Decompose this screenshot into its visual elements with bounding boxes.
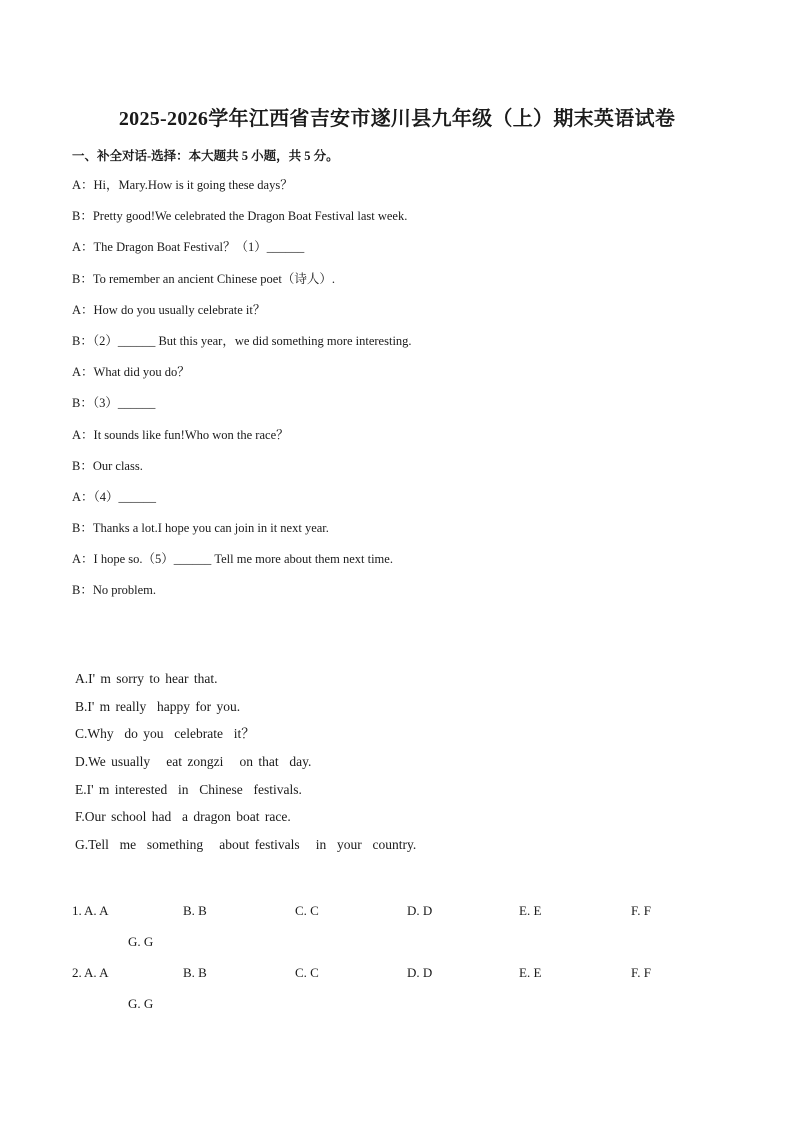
- option-e: E.I' m interested in Chinese festivals.: [75, 781, 302, 797]
- choice-g[interactable]: G. G: [128, 996, 154, 1011]
- choice-c[interactable]: C. C: [295, 965, 319, 980]
- choice-a[interactable]: A. A: [84, 965, 109, 980]
- question-2: [72, 965, 732, 1027]
- choice-e[interactable]: E. E: [519, 965, 542, 980]
- dialogue-line: A：What did you do？: [72, 365, 190, 380]
- choice-d[interactable]: D. D: [407, 965, 433, 980]
- section-heading: 一、补全对话-选择：本大题共 5 小题，共 5 分。: [72, 149, 339, 163]
- option-b: B.I' m really happy for you.: [75, 698, 241, 714]
- dialogue-line: B：Our class.: [72, 458, 143, 473]
- choice-b[interactable]: B. B: [183, 965, 207, 980]
- choice-c[interactable]: C. C: [295, 903, 319, 918]
- question-number: 1.: [72, 903, 82, 918]
- dialogue-line: B：No problem.: [72, 583, 157, 598]
- dialogue-line: A：It sounds like fun!Who won the race？: [72, 427, 289, 442]
- dialogue-line: B：To remember an ancient Chinese poet（诗人）.: [72, 271, 335, 286]
- choice-d[interactable]: D. D: [407, 903, 433, 918]
- dialogue-line: B：（3）______: [72, 396, 156, 411]
- dialogue-line: B：Thanks a lot.I hope you can join in it next year.: [72, 521, 329, 536]
- question-number: 2.: [72, 965, 82, 980]
- choice-b[interactable]: B. B: [183, 903, 207, 918]
- options-list: [75, 669, 416, 863]
- page-title: 2025-2026学年江西省吉安市遂川县九年级（上）期末英语试卷: [118, 108, 676, 130]
- dialogue-line: A：I hope so.（5）______ Tell me more about them next time.: [72, 552, 393, 567]
- option-g: G.Tell me something about festivals in your country.: [75, 837, 417, 853]
- dialogue-block: [72, 175, 412, 612]
- choice-a[interactable]: A. A: [84, 903, 109, 918]
- dialogue-line: B：（2）______ But this year，we did something more interesting.: [72, 333, 412, 348]
- option-d: D.We usually eat zongzi on that day.: [75, 754, 312, 770]
- choice-f[interactable]: F. F: [631, 903, 651, 918]
- dialogue-line: A：（4）______: [72, 489, 157, 504]
- choice-f[interactable]: F. F: [631, 965, 651, 980]
- dialogue-line: A：The Dragon Boat Festival？（1）______: [72, 240, 305, 255]
- option-a: A.I' m sorry to hear that.: [75, 671, 218, 686]
- option-f: F.Our school had a dragon boat race.: [75, 809, 291, 825]
- question-1: [72, 903, 732, 965]
- dialogue-line: A：How do you usually celebrate it？: [72, 302, 266, 317]
- choice-g[interactable]: G. G: [128, 934, 154, 949]
- dialogue-line: A：Hi，Mary.How is it going these days？: [72, 178, 293, 192]
- choice-e[interactable]: E. E: [519, 903, 542, 918]
- option-c: C.Why do you celebrate it？: [75, 726, 255, 742]
- dialogue-line: B：Pretty good!We celebrated the Dragon Boat Festival last week.: [72, 209, 408, 224]
